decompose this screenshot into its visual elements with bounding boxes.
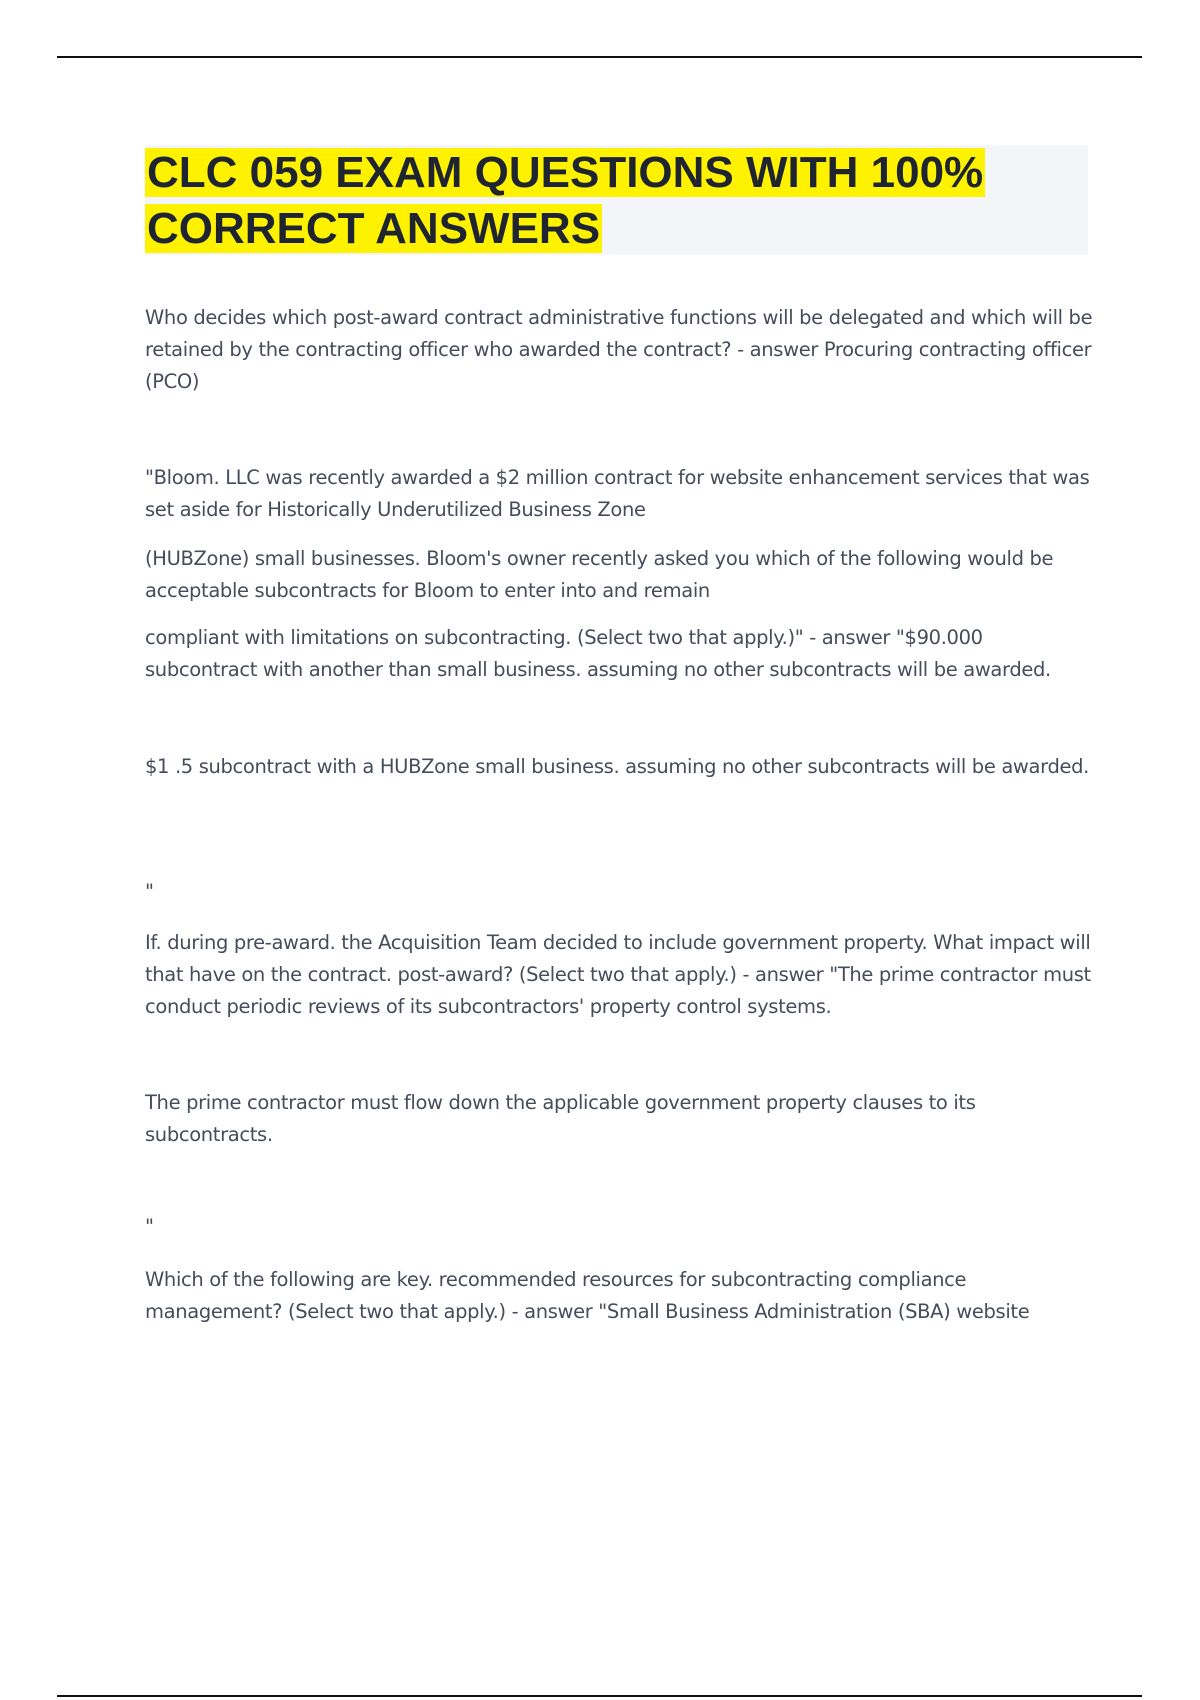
page-title [145,145,1088,257]
paragraph-10: Which of the following are key. recommended resources for subcontracting compliance management? (Select two that apply.) - answer "Small Business Administration (SBA) website [145,1268,1030,1323]
paragraph-9: " [145,1215,154,1238]
paragraph-5: $1 .5 subcontract with a HUBZone small business. assuming no other subcontracts will be awarded. [145,755,1090,778]
top-rule [57,56,1142,58]
paragraph-1: Who decides which post-award contract administrative functions will be delegated and which will be retained by the contracting officer who awarded the contract? - answer Procuring contracting officer (PCO) [145,306,1093,393]
paragraph-8: The prime contractor must flow down the applicable government property clauses to its subcontracts. [145,1091,976,1146]
bottom-rule [57,1695,1142,1697]
title-line-1: CLC 059 EXAM QUESTIONS WITH 100% [147,148,984,197]
title-line-2: CORRECT ANSWERS [147,204,601,253]
paragraph-7: If. during pre-award. the Acquisition Team decided to include government property. What impact will that have on the contract. post-award? (Select two that apply.) - answer "The prime contractor must conduct periodic reviews of its subcontractors' property control systems. [145,931,1091,1018]
paragraph-6: " [145,880,154,903]
title-block [145,145,1088,255]
paragraph-2: "Bloom. LLC was recently awarded a $2 million contract for website enhancement services that was set aside for Historically Underutilized Business Zone [145,466,1090,521]
paragraph-3: (HUBZone) small businesses. Bloom's owner recently asked you which of the following would be acceptable subcontracts for Bloom to enter into and remain [145,547,1054,602]
paragraph-4: compliant with limitations on subcontracting. (Select two that apply.)" - answer "$90.000 subcontract with another than small business. assuming no other subcontracts will be awarded. [145,626,1051,681]
